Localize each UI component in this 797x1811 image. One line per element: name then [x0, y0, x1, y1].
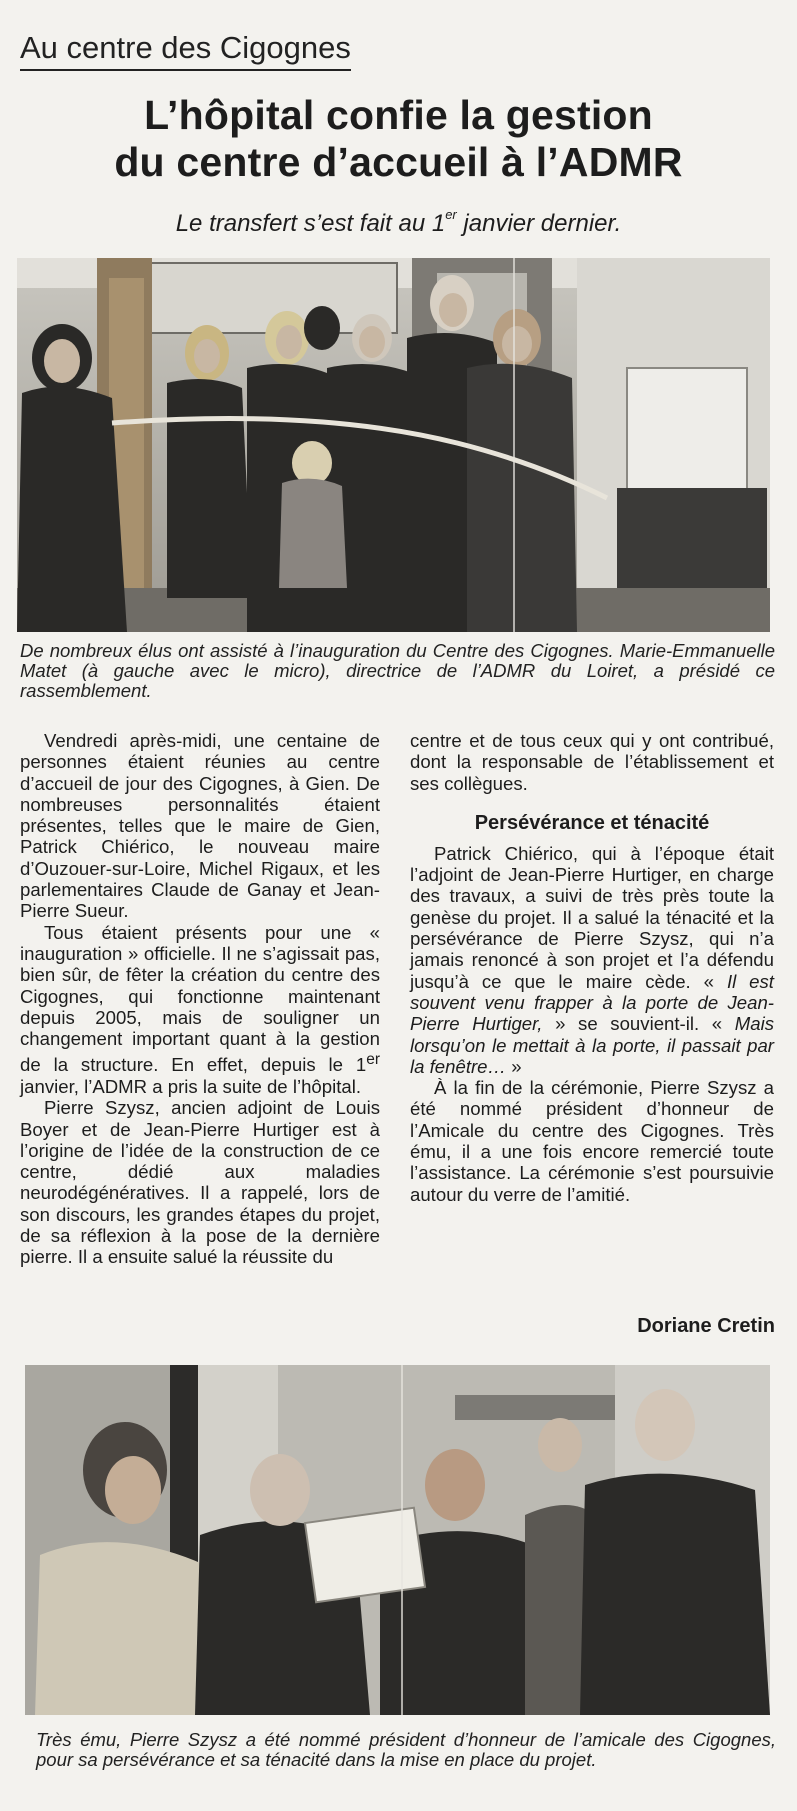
headline-line-1: L’hôpital confie la gestion [144, 92, 653, 138]
photo-caption-2: Très ému, Pierre Szysz a été nommé président d’honneur de l’amicale des Cigognes, pour sa persévérance et sa ténacité dans la mise en place du projet. [36, 1729, 776, 1770]
paragraph: Pierre Szysz, ancien adjoint de Louis Boyer et de Jean-Pierre Hurtiger est à l’origine de l’idée de la construction de ce centre, dédié aux maladies neurodégénératives. Il a rappelé, lors de son discours, les grandes étapes du projet, de sa réflexion à la pose de la dernière pierre. Il a ensuite salué la réussite du [20, 1097, 380, 1268]
article-column-left [20, 730, 380, 1268]
quote-italic-2: Mais lorsqu’on le mettait à la porte, il passait par la fenêtre… [410, 1013, 774, 1077]
standfirst-text-b: janvier dernier. [456, 210, 622, 237]
standfirst-text-a: Le transfert s’est fait au 1 [175, 210, 446, 237]
photo-caption-1: De nombreux élus ont assisté à l’inauguration du Centre des Cigognes. Marie-Emmanuelle Matet (à gauche avec le micro), directrice de l’ADMR du Loiret, a présidé ce rassemblement. [20, 640, 775, 701]
ordinal-superscript: er [366, 1051, 380, 1069]
paragraph: Vendredi après-midi, une centaine de personnes étaient réunies au centre d’accueil de jour des Cigognes, à Gien. De nombreuses personnalités étaient présentes, telles que le maire de Gien, Patrick Chiérico, le nouveau maire d’Ouzouer-sur-Loire, Michel Rigaux, et les parlementaires Claude de Ganay et Jean-Pierre Sueur. [20, 730, 380, 922]
paragraph-text-a: Tous étaient présents pour une « inauguration » officielle. Il ne s’agissait pas, bien sûr, de fêter la création du centre des Cigognes, qui fonctionne maintenant depuis 2005, mais de souligner un changement important quant à la gestion de la structure. En effet, depuis le 1 [20, 921, 380, 1076]
standfirst-ordinal: er [445, 207, 457, 222]
quote-italic-1: Il est souvent venu frapper à la porte de Jean-Pierre Hurtiger, [410, 970, 774, 1035]
honorary-president-photo [25, 1365, 770, 1715]
paragraph-text-a: Patrick Chiérico, qui à l’époque était l’adjoint de Jean-Pierre Hurtiger, en charge des travaux, a suivi de très près toute la genèse du projet. Il a salué la ténacité et la persévérance de Pierre Szysz, qui n’a jamais renoncé à son projet et l’a défendu jusqu’à ce que le maire cède. « [410, 842, 774, 992]
paragraph: À la fin de la cérémonie, Pierre Szysz a été nommé président d’honneur de l’Amicale du centre des Cigognes. Très ému, il a une fois encore remercié toute l’assistance. La cérémonie s’est poursuivie autour du verre de l’amitié. [410, 1077, 774, 1205]
paragraph-text-b: » se souvient-il. « [542, 1013, 735, 1035]
ribbon-cutting-photo-illustration [17, 258, 770, 632]
standfirst [0, 203, 797, 239]
paragraph [20, 922, 380, 1098]
byline: Doriane Cretin [637, 1315, 775, 1337]
article-column-right [410, 730, 774, 1205]
paragraph-text-b: janvier, l’ADMR a pris la suite de l’hôpital. [20, 1075, 362, 1097]
honorary-president-photo-illustration [25, 1365, 770, 1715]
section-kicker: Au centre des Cigognes [20, 28, 351, 71]
paragraph [410, 843, 774, 1077]
headline [0, 92, 797, 186]
ribbon-cutting-photo [17, 258, 770, 632]
subheading: Persévérance et ténacité [474, 811, 710, 834]
paragraph-continued: centre et de tous ceux qui y ont contribué, dont la responsable de l’établissement et ses collègues. [410, 730, 774, 794]
paragraph-text-c: » [506, 1055, 522, 1077]
headline-line-2: du centre d’accueil à l’ADMR [114, 139, 683, 185]
